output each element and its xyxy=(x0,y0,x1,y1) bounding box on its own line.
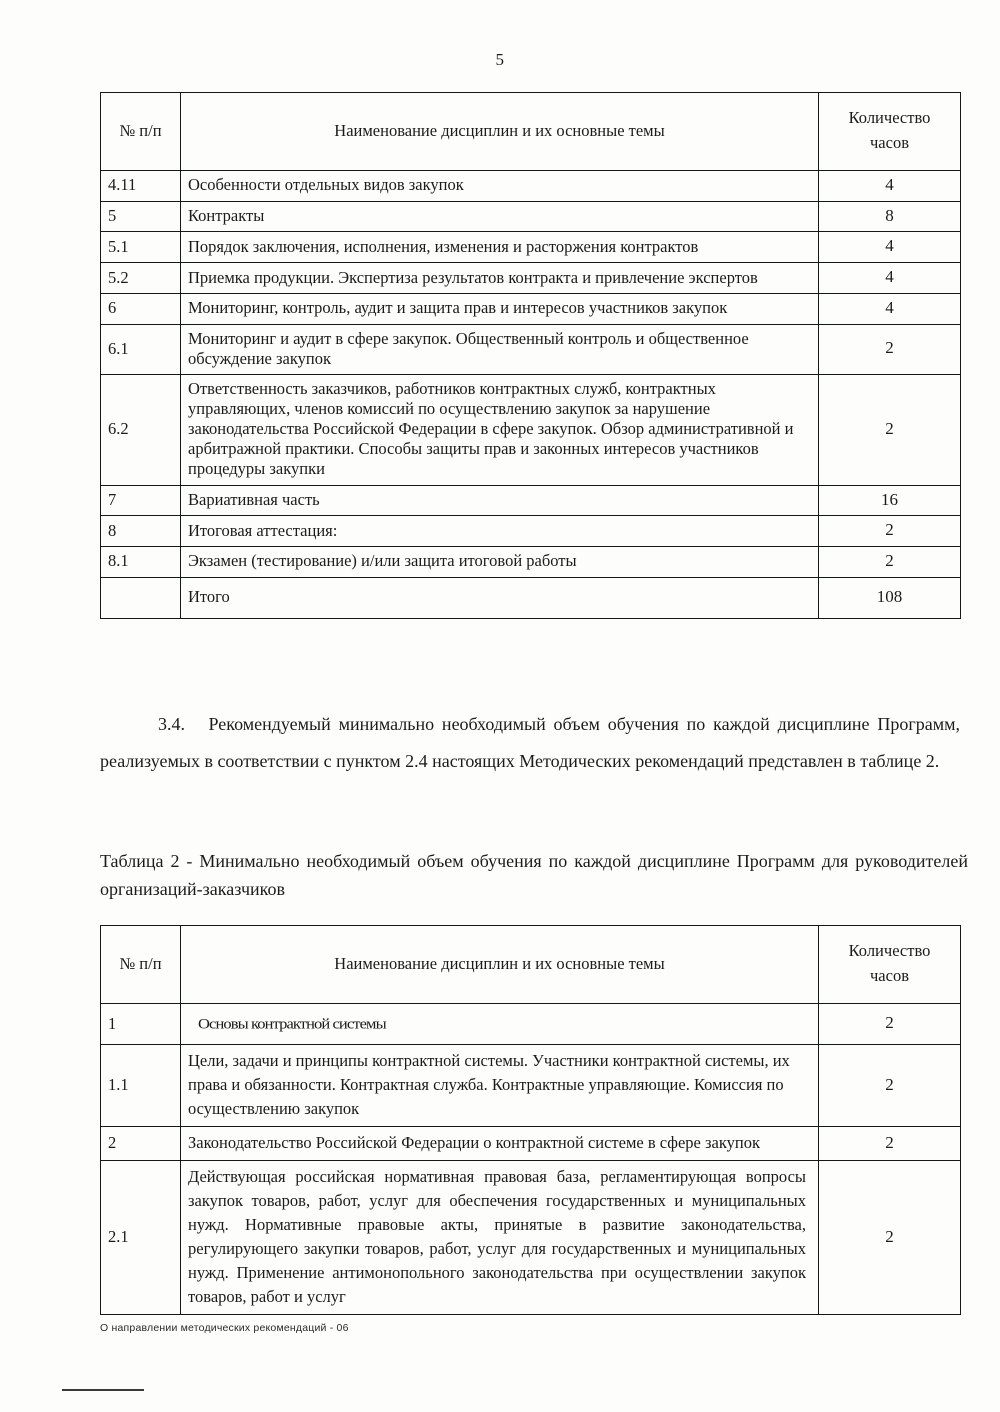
row-number: 5.1 xyxy=(101,232,181,263)
table-row xyxy=(101,171,961,202)
row-hours: 2 xyxy=(819,324,961,374)
table-row xyxy=(101,485,961,516)
table-row xyxy=(101,547,961,578)
row-total-label: Итого xyxy=(181,577,819,618)
header-hours xyxy=(819,93,961,171)
header-discipline-name: Наименование дисциплин и их основные темы xyxy=(181,93,819,171)
row-discipline: Итоговая аттестация: xyxy=(181,516,819,547)
table-row xyxy=(101,1161,961,1315)
table-row xyxy=(101,201,961,232)
table-row-total xyxy=(101,577,961,618)
header-hours-line1: Количество xyxy=(848,108,931,128)
row-hours: 2 xyxy=(819,374,961,485)
row-discipline: Особенности отдельных видов закупок xyxy=(181,171,819,202)
page-number: 5 xyxy=(495,50,505,69)
row-number xyxy=(101,577,181,618)
table-row xyxy=(101,1045,961,1127)
header-number: № п/п xyxy=(101,93,181,171)
row-discipline: Контракты xyxy=(181,201,819,232)
row-hours: 4 xyxy=(819,171,961,202)
row-discipline: Цели, задачи и принципы контрактной системы. Участники контрактной системы, их права и обязанности. Контрактная служба. Контрактные управляющие. Комиссия по осуществлению закупок xyxy=(181,1045,819,1127)
row-discipline: Приемка продукции. Экспертиза результатов контракта и привлечение экспертов xyxy=(181,263,819,294)
header-hours-line2: часов xyxy=(870,133,909,152)
table-row xyxy=(101,516,961,547)
row-number: 6.2 xyxy=(101,374,181,485)
table-row xyxy=(101,374,961,485)
row-hours: 2 xyxy=(819,1045,961,1127)
row-number: 1.1 xyxy=(101,1045,181,1127)
scan-edge-mark xyxy=(62,1389,144,1391)
header-number: № п/п xyxy=(101,926,181,1004)
table-2 xyxy=(100,925,961,1315)
header-hours-line2: часов xyxy=(870,966,909,985)
header-hours xyxy=(819,926,961,1004)
table-header-row xyxy=(101,926,961,1004)
row-total-hours: 108 xyxy=(819,577,961,618)
row-number: 6.1 xyxy=(101,324,181,374)
row-hours: 4 xyxy=(819,293,961,324)
row-hours: 8 xyxy=(819,201,961,232)
table-row xyxy=(101,232,961,263)
table-1 xyxy=(100,92,961,619)
row-discipline: Вариативная часть xyxy=(181,485,819,516)
row-number: 2.1 xyxy=(101,1161,181,1315)
row-number: 5.2 xyxy=(101,263,181,294)
row-discipline: Действующая российская нормативная правовая база, регламентирующая вопросы закупок товаров, работ, услуг для обеспечения государственных и муниципальных нужд. Нормативные правовые акты, принятые в развитие законодательства, регулирующего закупки товаров, работ, услуг для государственных и муниципальных нужд. Применение антимонопольного законодательства при осуществлении закупок товаров, работ и услуг xyxy=(181,1161,819,1315)
row-number: 2 xyxy=(101,1127,181,1161)
footer-note: О направлении методических рекомендаций - 06 xyxy=(100,1322,349,1334)
table-1-container xyxy=(100,92,961,619)
header-discipline-name: Наименование дисциплин и их основные темы xyxy=(181,926,819,1004)
table-row xyxy=(101,324,961,374)
row-discipline: Законодательство Российской Федерации о контрактной системе в сфере закупок xyxy=(181,1127,819,1161)
table-header-row xyxy=(101,93,961,171)
row-hours: 2 xyxy=(819,1127,961,1161)
row-hours: 4 xyxy=(819,263,961,294)
row-hours: 2 xyxy=(819,547,961,578)
table-2-container xyxy=(100,925,961,1315)
paragraph-3-4 xyxy=(100,706,960,780)
row-number: 6 xyxy=(101,293,181,324)
row-discipline: Мониторинг и аудит в сфере закупок. Общественный контроль и общественное обсуждение закупок xyxy=(181,324,819,374)
row-discipline: Ответственность заказчиков, работников контрактных служб, контрактных управляющих, членов комиссий по осуществлению закупок за нарушение законодательства Российской Федерации в сфере закупок. Обзор административной и арбитражной практики. Способы защиты прав и законных интересов участников процедуры закупки xyxy=(181,374,819,485)
row-discipline: Мониторинг, контроль, аудит и защита прав и интересов участников закупок xyxy=(181,293,819,324)
table-2-caption: Таблица 2 - Минимально необходимый объем обучения по каждой дисциплине Программ для руководителей организаций-заказчиков xyxy=(100,851,968,899)
row-discipline xyxy=(181,1004,819,1045)
row-number: 1 xyxy=(101,1004,181,1045)
row-hours: 2 xyxy=(819,1161,961,1315)
paragraph-number: 3.4. xyxy=(158,714,185,734)
table-row xyxy=(101,293,961,324)
row-hours: 2 xyxy=(819,516,961,547)
row-discipline: Экзамен (тестирование) и/или защита итоговой работы xyxy=(181,547,819,578)
row-hours: 2 xyxy=(819,1004,961,1045)
row-hours: 4 xyxy=(819,232,961,263)
row-discipline: Порядок заключения, исполнения, изменения и расторжения контрактов xyxy=(181,232,819,263)
table-row xyxy=(101,263,961,294)
row-hours: 16 xyxy=(819,485,961,516)
table-row xyxy=(101,1127,961,1161)
row-number: 8 xyxy=(101,516,181,547)
row-number: 7 xyxy=(101,485,181,516)
table-row xyxy=(101,1004,961,1045)
row-number: 5 xyxy=(101,201,181,232)
row-discipline-text: Основы контрактной системы xyxy=(198,1014,386,1033)
row-number: 4.11 xyxy=(101,171,181,202)
header-hours-line1: Количество xyxy=(848,941,931,961)
paragraph-text: Рекомендуемый минимально необходимый объем обучения по каждой дисциплине Программ, реализуемых в соответствии с пунктом 2.4 настоящих Методических рекомендаций представлен в таблице 2. xyxy=(100,714,961,771)
row-number: 8.1 xyxy=(101,547,181,578)
